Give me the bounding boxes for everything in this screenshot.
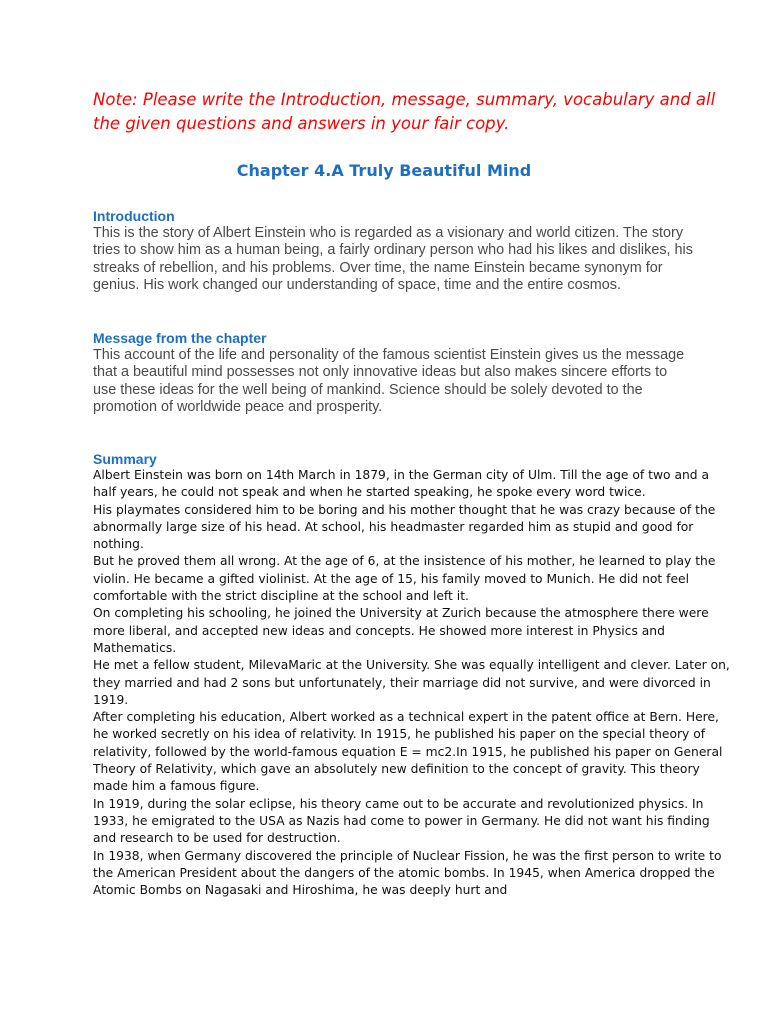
summary-paragraph: After completing his education, Albert worked as a technical expert in the patent office at Bern. Here, he worked secretly on his idea of relativity. In 1915, he published his paper on the special theory of relativity, followed by the world-famous equation E = mc2.In 1915, he published his paper on General Theory of Relativity, which gave an absolutely new definition to the concept of gravity. This theory made him a famous figure. (93, 710, 723, 794)
message-heading: Message from the chapter (93, 330, 267, 346)
message-text: This account of the life and personality of the famous scientist Einstein gives us the message that a beautiful mind possesses not only innovative ideas but also makes sincere efforts to use these ideas for the well being of mankind. Science should be solely devoted to the promotion of worldwide peace and prosperity. (93, 347, 685, 416)
summary-paragraph: In 1938, when Germany discovered the principle of Nuclear Fission, he was the first person to write to the American President about the dangers of the atomic bombs. In 1945, when America dropped the Atomic Bombs on Nagasaki and Hiroshima, he was deeply hurt and (93, 848, 722, 898)
summary-paragraph: On completing his schooling, he joined the University at Zurich because the atmosphere there were more liberal, and accepted new ideas and concepts. He showed more interest in Physics and Mathematics. (93, 606, 709, 655)
introduction-heading: Introduction (93, 208, 175, 224)
summary-paragraph: Albert Einstein was born on 14th March in 1879, in the German city of Ulm. Till the age of two and a half years, he could not speak and when he started speaking, he spoke every word twice. (93, 468, 710, 500)
summary-paragraph: He met a fellow student, MilevaMaric at the University. She was equally intelligent and clever. Later on, they married and had 2 sons but unfortunately, their marriage did not survive, and were divorced in 1919. (93, 658, 730, 707)
fair-copy-note: Note: Please write the Introduction, message, summary, vocabulary and all the given questions and answers in your fair copy. (93, 90, 716, 133)
summary-heading: Summary (93, 451, 157, 467)
chapter-title: Chapter 4.A Truly Beautiful Mind (236, 161, 532, 180)
summary-paragraph: His playmates considered him to be boring and his mother thought that he was crazy because of the abnormally large size of his head. At school, his headmaster regarded him as stupid and good for nothing. (93, 502, 716, 552)
introduction-text: This is the story of Albert Einstein who is regarded as a visionary and world citizen. The story tries to show him as a human being, a fairly ordinary person who had his likes and dislikes, his streaks of rebellion, and his problems. Over time, the name Einstein became synonym for genius. His work changed our understanding of space, time and the entire cosmos. (93, 225, 693, 294)
summary-paragraph: But he proved them all wrong. At the age of 6, at the insistence of his mother, he learned to play the violin. He became a gifted violinist. At the age of 15, his family moved to Munich. He did not feel comfortable with the strict discipline at the school and left it. (93, 554, 716, 604)
summary-body (93, 467, 733, 899)
summary-paragraph: In 1919, during the solar eclipse, his theory came out to be accurate and revolutionized physics. In 1933, he emigrated to the USA as Nazis had come to power in Germany. He did not want his finding and research to be used for destruction. (93, 796, 710, 846)
